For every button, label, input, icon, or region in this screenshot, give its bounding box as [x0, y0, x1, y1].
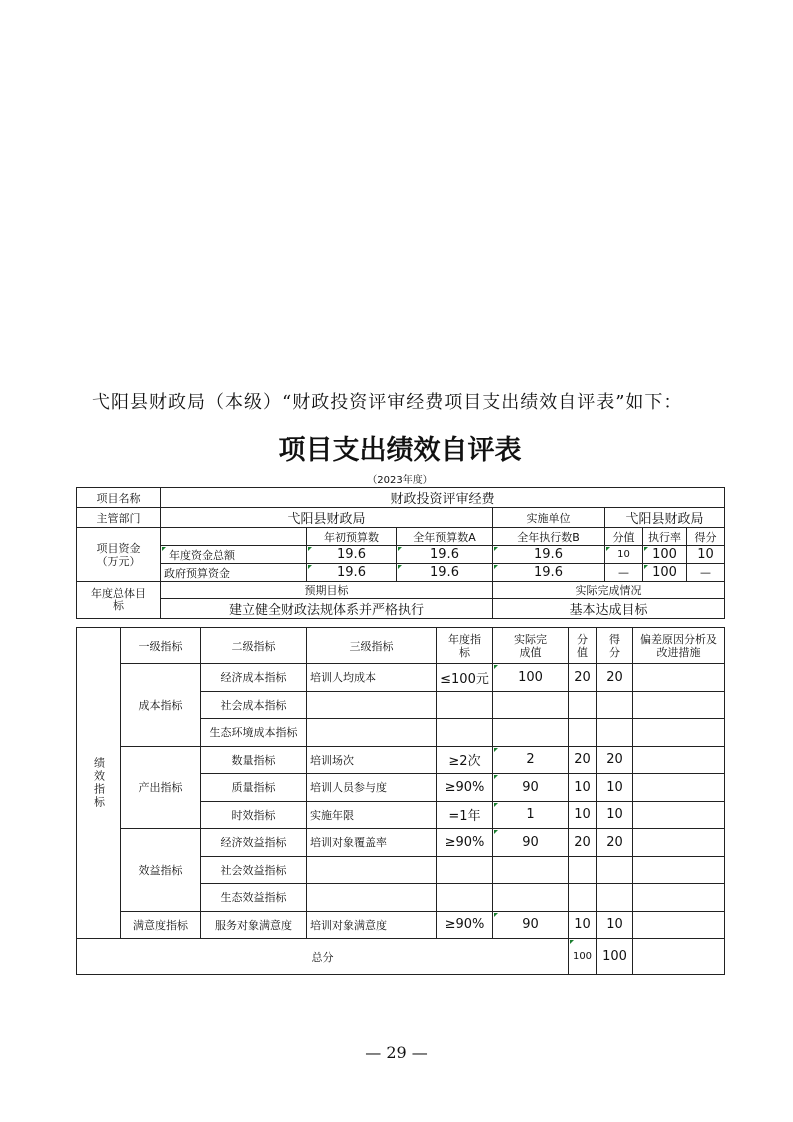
gov-rate: 100: [643, 564, 687, 582]
score: [597, 719, 633, 747]
l3-indicator: 培训对象满意度: [307, 911, 437, 939]
hdr-exec: 全年执行数B: [493, 528, 605, 546]
l1-indicator: 产出指标: [121, 746, 201, 829]
hdr-score: 得分: [687, 528, 725, 546]
reason: [633, 856, 725, 884]
impl-value: 弋阳县财政局: [605, 508, 725, 528]
l3-indicator: 培训人员参与度: [307, 774, 437, 802]
actual-value: 90: [493, 911, 569, 939]
score: 10: [597, 801, 633, 829]
hdr-full: 全年预算数A: [397, 528, 493, 546]
target-value: [437, 856, 493, 884]
target-value: ≥90%: [437, 774, 493, 802]
target-value: [437, 719, 493, 747]
score-value: 20: [569, 829, 597, 857]
sheet-title: 项目支出绩效自评表: [278, 435, 522, 466]
score-value: 10: [569, 774, 597, 802]
indicator-row: [77, 911, 725, 939]
score-value: 10: [569, 801, 597, 829]
l1-indicator: 成本指标: [121, 664, 201, 747]
l1-indicator: 满意度指标: [121, 911, 201, 939]
actual-value: [493, 691, 569, 719]
target-value: ≤100元: [437, 664, 493, 692]
reason: [633, 746, 725, 774]
reason: [633, 664, 725, 692]
l2-indicator: 生态效益指标: [201, 884, 307, 912]
score-value: [569, 856, 597, 884]
target-value: [437, 691, 493, 719]
l3-indicator: 培训人均成本: [307, 664, 437, 692]
project-name: 财政投资评审经费: [161, 488, 725, 508]
target-value: [437, 884, 493, 912]
score: 20: [597, 664, 633, 692]
actual-value: [493, 884, 569, 912]
total-full: 19.6: [397, 546, 493, 564]
total-score-value: 10: [605, 546, 643, 564]
reason: [633, 884, 725, 912]
l2-indicator: 社会效益指标: [201, 856, 307, 884]
l3-indicator: [307, 691, 437, 719]
reason: [633, 719, 725, 747]
dept-label: 主管部门: [77, 508, 161, 528]
score: [597, 691, 633, 719]
col-l2: 二级指标: [201, 628, 307, 664]
page-number: — 29 —: [365, 1043, 428, 1062]
reason: [633, 801, 725, 829]
l2-indicator: 数量指标: [201, 746, 307, 774]
l3-indicator: 培训场次: [307, 746, 437, 774]
col-l1: 一级指标: [121, 628, 201, 664]
total-row-score: 100: [597, 939, 633, 975]
score: [597, 884, 633, 912]
total-score: 10: [687, 546, 725, 564]
perf-label: 绩效指标: [77, 628, 121, 939]
score: [597, 856, 633, 884]
indicator-row: [77, 664, 725, 692]
score-value: 10: [569, 911, 597, 939]
score: 10: [597, 774, 633, 802]
total-initial: 19.6: [307, 546, 397, 564]
gov-exec: 19.6: [493, 564, 605, 582]
l2-indicator: 生态环境成本指标: [201, 719, 307, 747]
l3-indicator: [307, 884, 437, 912]
hdr-rate: 执行率: [643, 528, 687, 546]
col-l3: 三级指标: [307, 628, 437, 664]
l2-indicator: 经济效益指标: [201, 829, 307, 857]
score-value: 20: [569, 664, 597, 692]
col-score: 得分: [597, 628, 633, 664]
goal-label: 年度总体目标: [77, 582, 161, 619]
l2-indicator: 社会成本指标: [201, 691, 307, 719]
score: 20: [597, 829, 633, 857]
l3-indicator: [307, 719, 437, 747]
indicator-row: [77, 829, 725, 857]
l2-indicator: 时效指标: [201, 801, 307, 829]
col-target: 年度指标: [437, 628, 493, 664]
total-exec: 19.6: [493, 546, 605, 564]
l3-indicator: 培训对象覆盖率: [307, 829, 437, 857]
sheet-year: （2023年度）: [367, 475, 433, 486]
intro-text: 弋阳县财政局（本级）“财政投资评审经费项目支出绩效自评表”如下：: [92, 392, 683, 413]
actual-value: [493, 719, 569, 747]
project-name-label: 项目名称: [77, 488, 161, 508]
target-value: ≥90%: [437, 911, 493, 939]
l2-indicator: 服务对象满意度: [201, 911, 307, 939]
total-funds-label: 年度资金总额: [161, 546, 307, 564]
actual-value: 1: [493, 801, 569, 829]
reason: [633, 829, 725, 857]
hdr-score-value: 分值: [605, 528, 643, 546]
gov-funds-label: 政府预算资金: [161, 564, 307, 582]
reason: [633, 911, 725, 939]
target-value: ≥2次: [437, 746, 493, 774]
impl-label: 实施单位: [493, 508, 605, 528]
gov-score-value: —: [605, 564, 643, 582]
total-row-label: 总分: [77, 939, 569, 975]
reason: [633, 691, 725, 719]
col-actual: 实际完成值: [493, 628, 569, 664]
total-row-reason: [633, 939, 725, 975]
l3-indicator: [307, 856, 437, 884]
target-value: =1年: [437, 801, 493, 829]
total-rate: 100: [643, 546, 687, 564]
gov-initial: 19.6: [307, 564, 397, 582]
hdr-initial: 年初预算数: [307, 528, 397, 546]
l3-indicator: 实施年限: [307, 801, 437, 829]
funds-label: 项目资金（万元）: [77, 528, 161, 582]
actual-goal: 基本达成目标: [493, 599, 725, 619]
target-value: ≥90%: [437, 829, 493, 857]
l1-indicator: 效益指标: [121, 829, 201, 912]
expected-goal: 建立健全财政法规体系并严格执行: [161, 599, 493, 619]
col-reason: 偏差原因分析及改进措施: [633, 628, 725, 664]
score-value: 20: [569, 746, 597, 774]
actual-value: 100: [493, 664, 569, 692]
expected-label: 预期目标: [161, 582, 493, 599]
l2-indicator: 质量指标: [201, 774, 307, 802]
score-value: [569, 719, 597, 747]
actual-value: 90: [493, 829, 569, 857]
col-value: 分值: [569, 628, 597, 664]
score: 20: [597, 746, 633, 774]
performance-table: [76, 627, 725, 975]
score-value: [569, 691, 597, 719]
dept-value: 弋阳县财政局: [161, 508, 493, 528]
self-evaluation-sheet: [76, 431, 724, 972]
score: 10: [597, 911, 633, 939]
reason: [633, 774, 725, 802]
actual-value: [493, 856, 569, 884]
gov-score: —: [687, 564, 725, 582]
indicator-row: [77, 746, 725, 774]
funds-table: [76, 487, 725, 619]
total-row-value: 100: [569, 939, 597, 975]
l2-indicator: 经济成本指标: [201, 664, 307, 692]
gov-full: 19.6: [397, 564, 493, 582]
actual-value: 90: [493, 774, 569, 802]
actual-value: 2: [493, 746, 569, 774]
score-value: [569, 884, 597, 912]
actual-label: 实际完成情况: [493, 582, 725, 599]
